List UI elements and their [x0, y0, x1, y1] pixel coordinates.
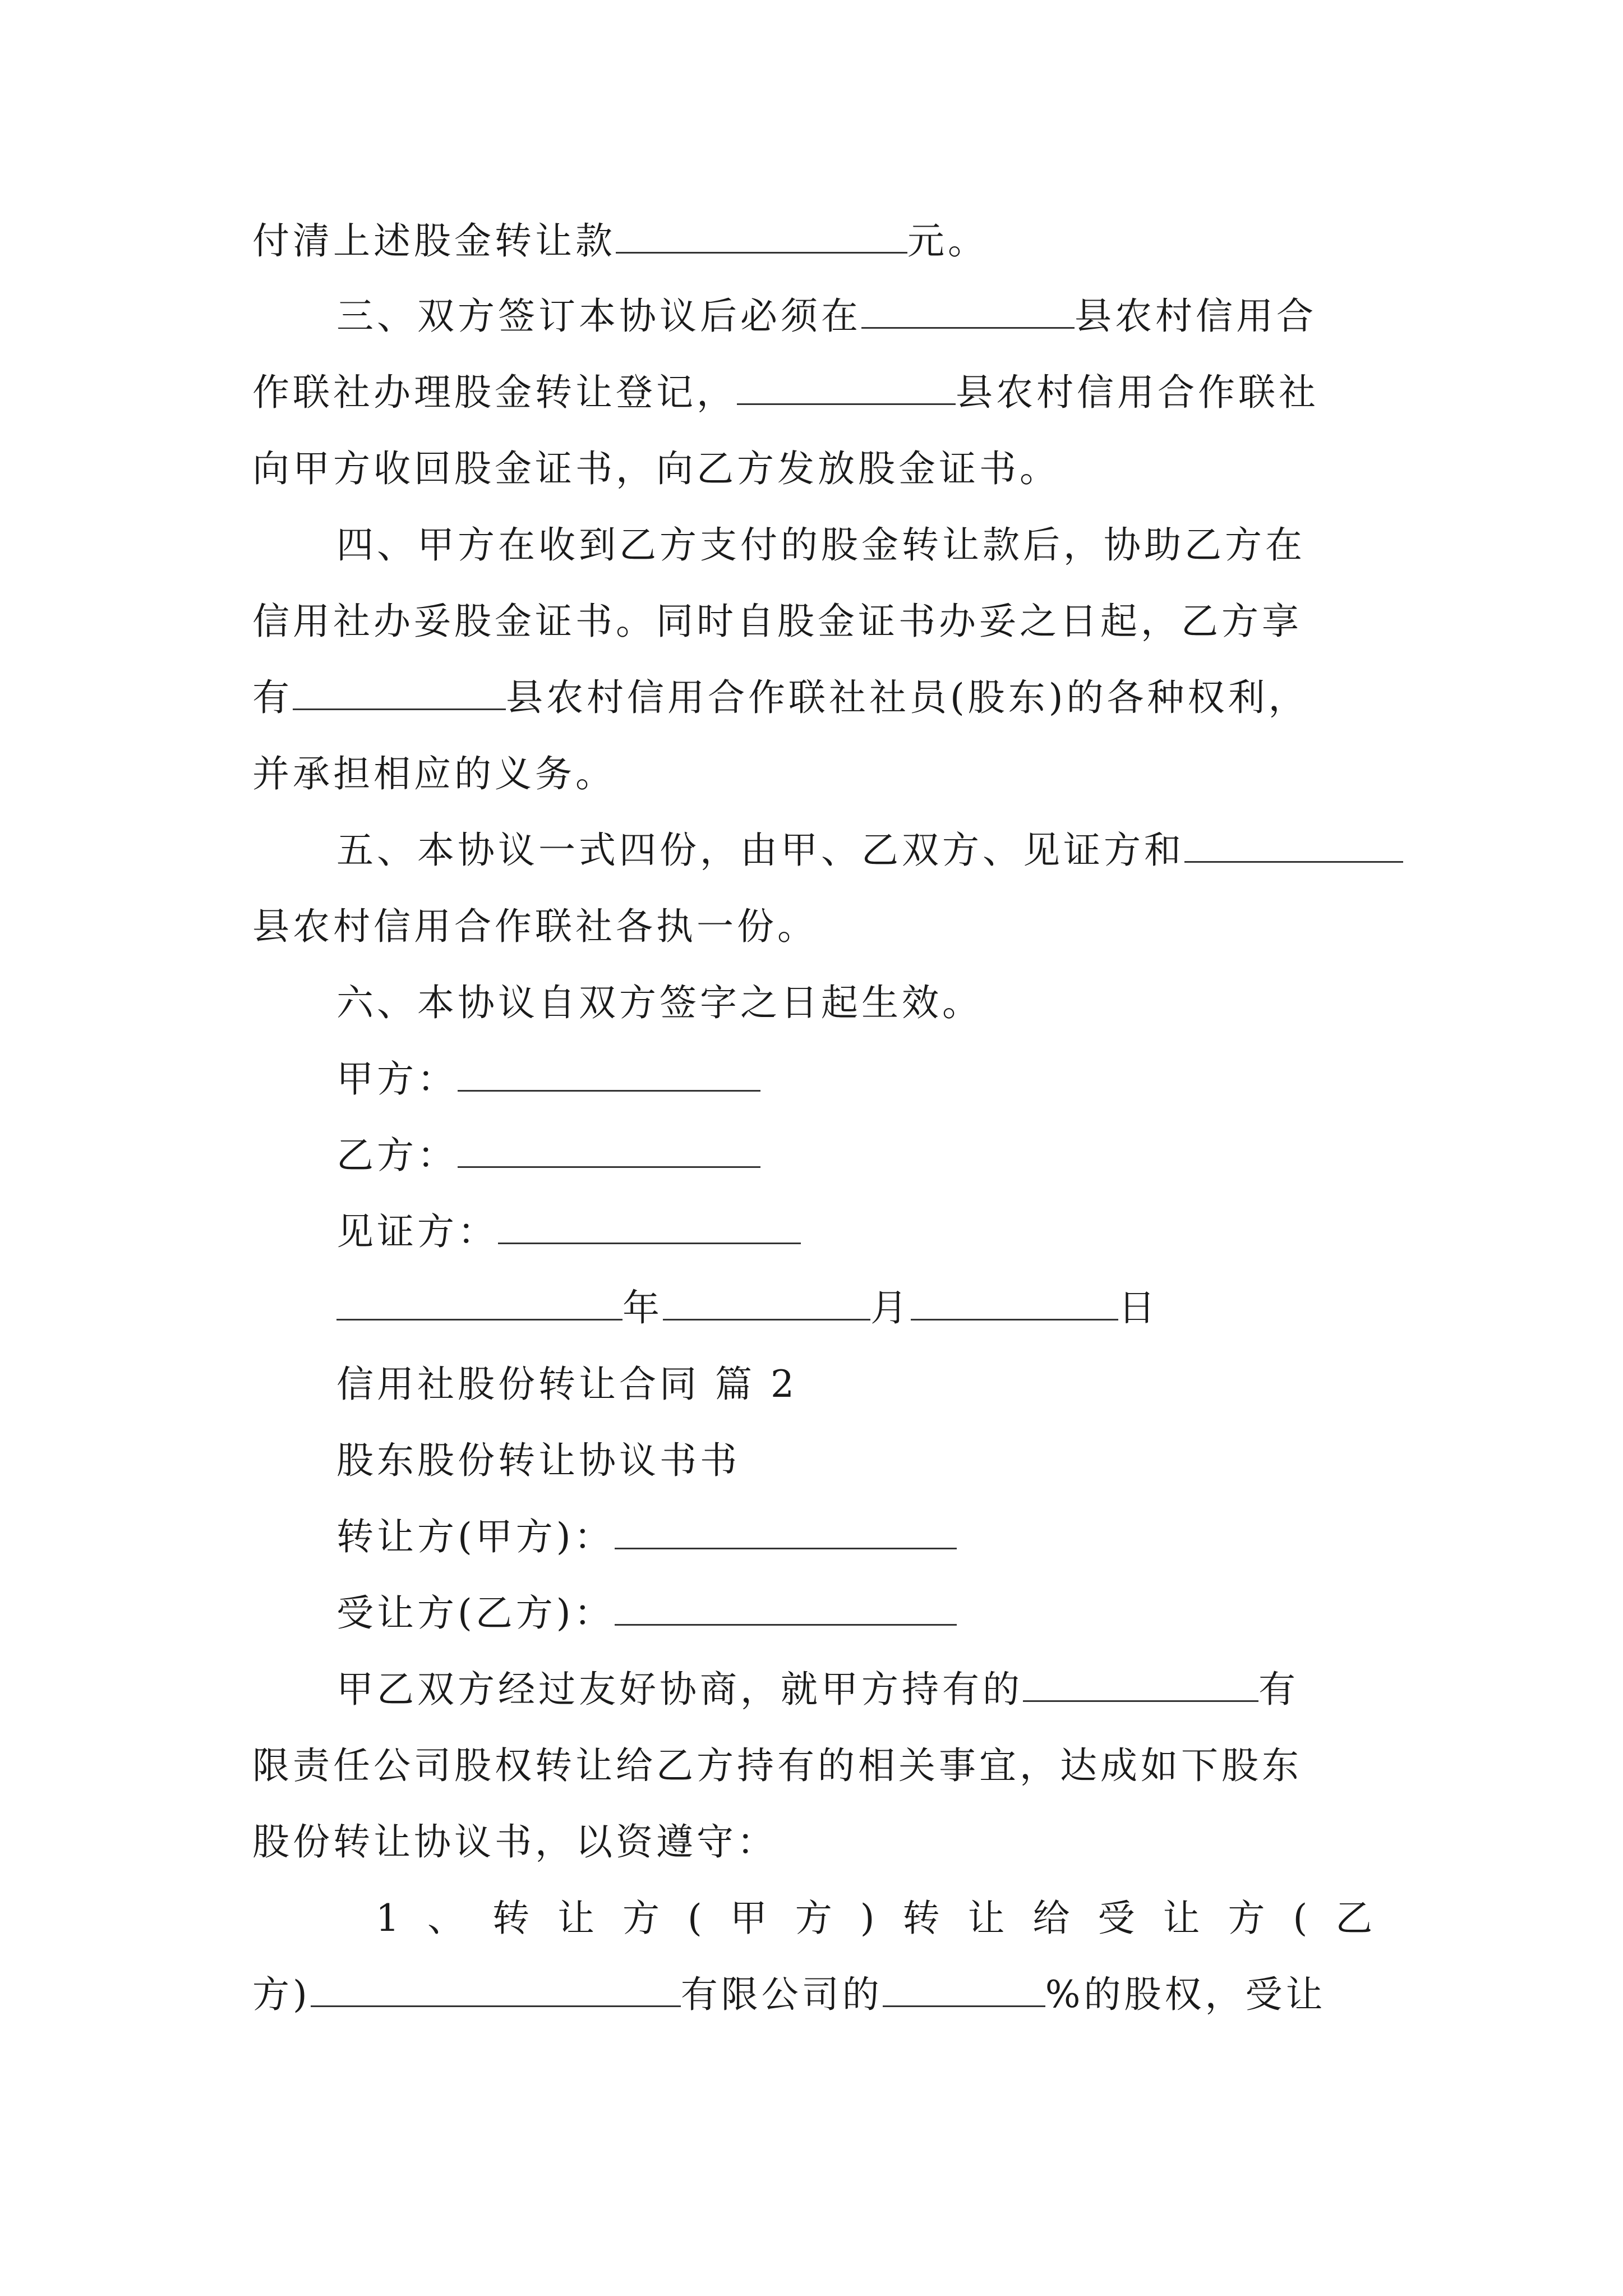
text-line	[336, 822, 1403, 878]
fill-blank	[663, 1286, 870, 1320]
document-title: 股东股份转让协议书书	[336, 1439, 740, 1482]
date-line	[336, 1280, 1159, 1336]
line-text: 方)	[252, 1973, 311, 2016]
text-line: 1、转让方(甲方)转让给受让方(乙	[376, 1897, 1401, 1940]
fill-blank	[498, 1210, 801, 1244]
line-text: 县农村信用合作联社	[956, 371, 1319, 414]
signature-line-b	[336, 1128, 760, 1184]
fill-blank	[616, 219, 907, 254]
text-line: 向甲方收回股金证书，向乙方发放股金证书。	[252, 447, 1060, 490]
fill-blank	[1023, 1668, 1258, 1702]
party-line-b	[336, 1585, 957, 1641]
line-text: 见证方：	[336, 1210, 498, 1253]
line-text: 受让方(乙方)：	[336, 1591, 615, 1635]
line-text: 乙方：	[336, 1134, 458, 1177]
line-text: 三、双方签订本协议后必须在	[336, 295, 861, 338]
fill-blank	[1184, 829, 1403, 863]
text-line	[252, 213, 988, 269]
line-text: 日	[1118, 1286, 1159, 1329]
line-text: 付清上述股金转让款	[252, 219, 616, 263]
line-text: 有限公司的	[680, 1973, 883, 2016]
text-line	[252, 365, 1319, 421]
line-text: 有	[252, 676, 293, 719]
fill-blank	[458, 1134, 760, 1168]
text-line	[252, 1967, 1326, 2023]
signature-line-witness	[336, 1204, 801, 1260]
text-line: 股份转让协议书，以资遵守：	[252, 1820, 777, 1864]
fill-blank	[311, 1973, 681, 2007]
text-line	[336, 1662, 1299, 1718]
fill-blank	[737, 371, 956, 405]
text-line: 六、本协议自双方签字之日起生效。	[336, 981, 983, 1024]
signature-line-a	[336, 1051, 760, 1107]
fill-blank	[861, 295, 1075, 329]
fill-blank	[336, 1286, 623, 1320]
line-text: 转让方(甲方)：	[336, 1515, 615, 1558]
fill-blank	[615, 1515, 957, 1549]
line-text: 作联社办理股金转让登记，	[252, 371, 737, 414]
text-line: 并承担相应的义务。	[252, 752, 616, 795]
text-line: 限责任公司股权转让给乙方持有的相关事宜，达成如下股东	[252, 1744, 1302, 1787]
party-line-a	[336, 1509, 957, 1565]
fill-blank	[293, 676, 506, 710]
fill-blank	[883, 1973, 1045, 2007]
line-text: 月	[870, 1286, 911, 1329]
text-line: 四、甲方在收到乙方支付的股金转让款后，协助乙方在	[336, 523, 1306, 567]
line-text: 元。	[907, 219, 988, 263]
line-text: 有	[1258, 1668, 1299, 1711]
text-line	[336, 288, 1317, 344]
fill-blank	[615, 1591, 957, 1626]
line-text: 县农村信用合	[1075, 295, 1317, 338]
text-line	[252, 670, 1309, 726]
line-text: 年	[623, 1286, 663, 1329]
fill-blank	[911, 1286, 1118, 1320]
line-text: %的股权，受让	[1045, 1973, 1326, 2016]
text-line: 县农村信用合作联社各执一份。	[252, 905, 818, 948]
fill-blank	[458, 1057, 760, 1092]
section-title: 信用社股份转让合同 篇 2	[336, 1363, 797, 1406]
line-text: 甲方：	[336, 1057, 458, 1101]
line-text: 甲乙双方经过友好协商，就甲方持有的	[336, 1668, 1023, 1711]
line-text: 县农村信用合作联社社员(股东)的各种权利，	[506, 676, 1309, 719]
line-text: 五、本协议一式四份，由甲、乙双方、见证方和	[336, 829, 1184, 872]
text-line: 信用社办妥股金证书。同时自股金证书办妥之日起，乙方享	[252, 600, 1302, 643]
